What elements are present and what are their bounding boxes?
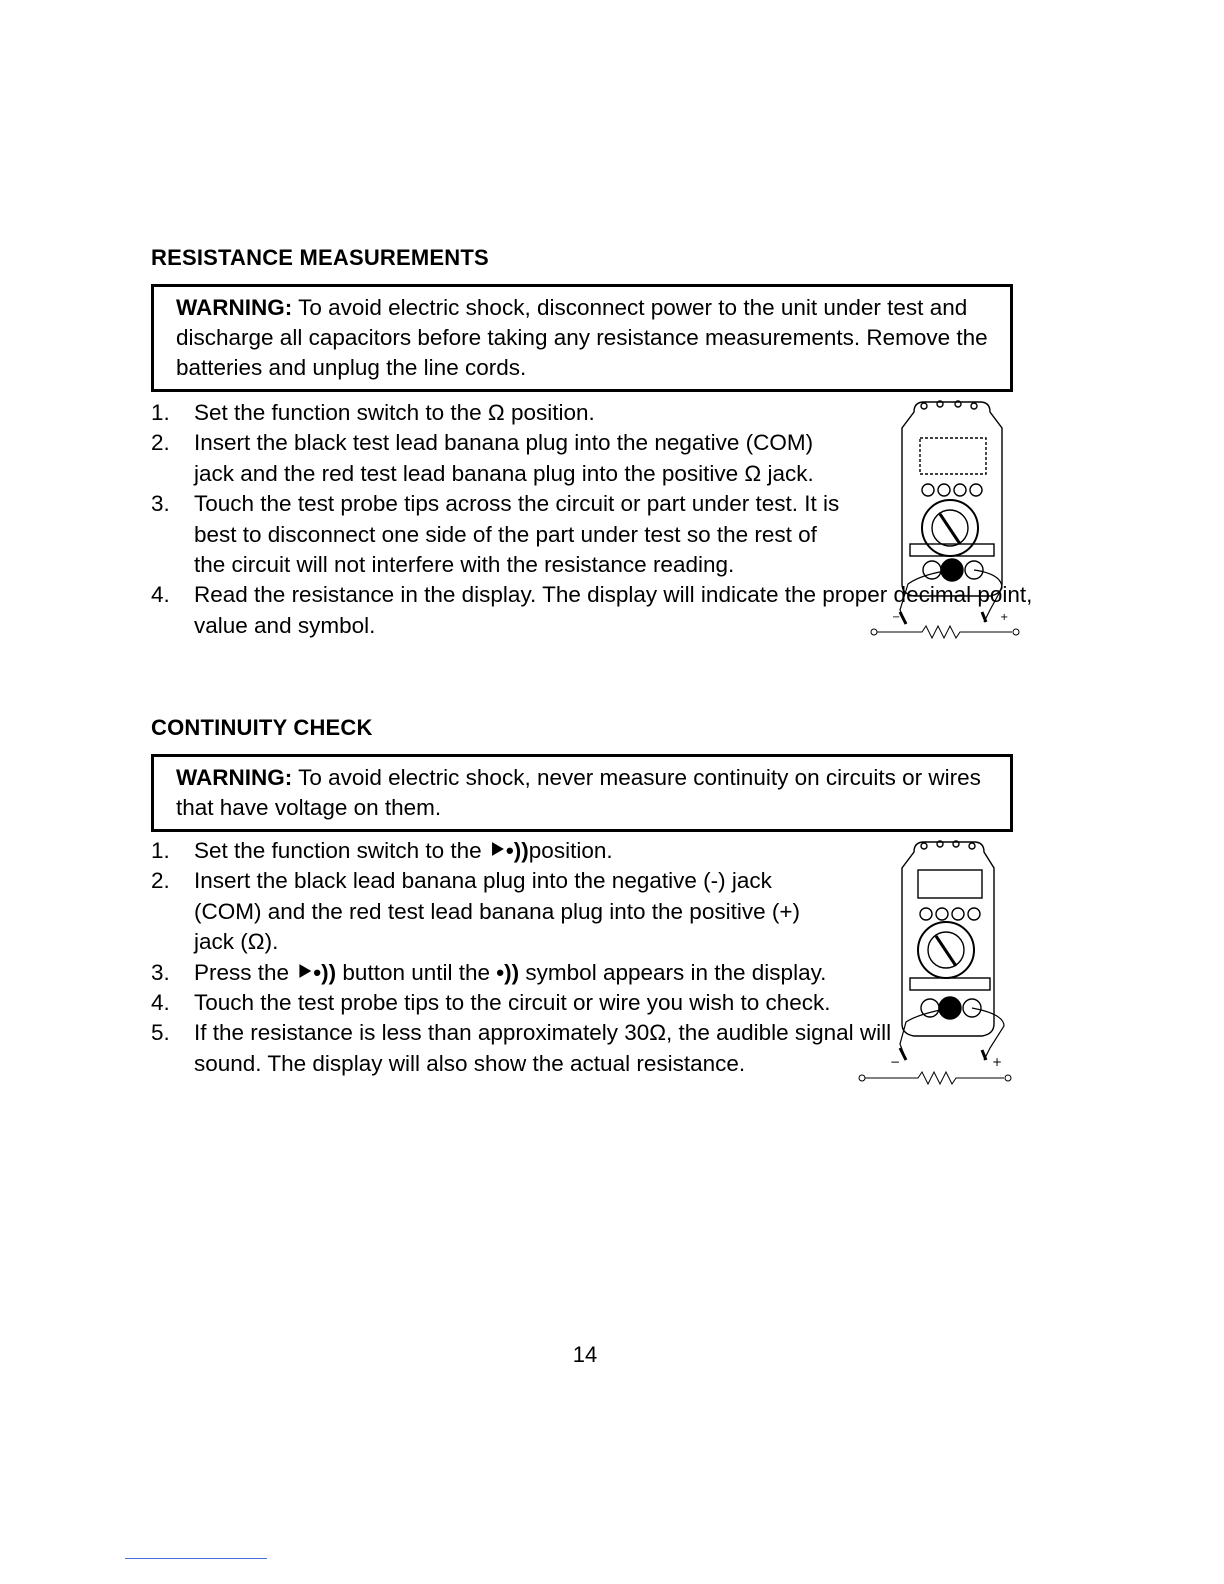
diode-continuity-icon: ⯈•)) (295, 959, 337, 985)
multimeter-icon (862, 398, 1022, 644)
list-item (151, 398, 834, 428)
step-number: 3. (151, 491, 170, 517)
warning-label: WARNING: (176, 295, 293, 320)
warning-text: To avoid electric shock, never measure continuity on circuits or wires that have voltage on them. (176, 765, 981, 820)
step-text: Touch the test probe tips across the circuit or part under test. It is best to disconnect one side of the part under test so the rest of the circuit will not interfere with the resistance reading. (194, 491, 840, 578)
svg-text:−: − (892, 612, 901, 623)
svg-text:+: + (1000, 612, 1009, 623)
step-text: position. (528, 838, 613, 863)
step-text: Touch the test probe tips to the circuit or wire you wish to check. (194, 990, 831, 1016)
page-number: 14 (572, 1342, 598, 1367)
step-text: symbol appears in the display. (519, 959, 827, 985)
section-heading-continuity: CONTINUITY CHECK (151, 715, 373, 740)
step-text: Press the (194, 959, 296, 985)
step-number: 1. (151, 838, 170, 863)
step-number: 2. (151, 868, 170, 894)
step-number: 2. (151, 430, 170, 456)
list-item (151, 836, 834, 866)
section-heading-resistance: RESISTANCE MEASUREMENTS (151, 245, 489, 270)
list-item (151, 866, 834, 957)
continuity-icon: •)) (496, 959, 520, 985)
resistor-icon (871, 612, 1019, 638)
step-text: Set the function switch to the (194, 838, 488, 863)
list-item (151, 428, 834, 489)
step-text: Read the resistance in the display. The display will indicate the proper decimal point, value and symbol. (194, 582, 1033, 638)
step-text: Insert the black lead banana plug into the negative (-) jack (COM) and the red test lead banana plug into the positive (+) jack (Ω). (194, 868, 800, 955)
step-number: 4. (151, 990, 170, 1016)
svg-text:+: + (992, 1055, 1003, 1069)
step-number: 5. (151, 1020, 170, 1046)
step-text: If the resistance is less than approximately 30Ω, the audible signal will sound. The display will also show the actual resistance. (194, 1020, 892, 1076)
step-text: Insert the black test lead banana plug into the negative (COM) jack and the red test lead banana plug into the positive Ω jack. (194, 430, 814, 486)
list-item (151, 1018, 914, 1079)
warning-text: To avoid electric shock, disconnect power to the unit under test and discharge all capacitors before taking any resistance measurements. Remove the batteries and unplug the line cords. (176, 295, 988, 380)
step-number: 4. (151, 582, 170, 608)
list-item (151, 988, 834, 1018)
warning-box-resistance (151, 284, 1013, 392)
step-number: 3. (151, 959, 170, 985)
diode-continuity-icon: ⯈•)) (487, 838, 529, 863)
multimeter-icon (856, 838, 1016, 1088)
list-item (151, 958, 834, 988)
step-number: 1. (151, 400, 170, 425)
list-item (151, 489, 854, 580)
footer-rule (125, 1558, 267, 1559)
warning-label: WARNING: (176, 765, 293, 790)
warning-box-continuity (151, 754, 1013, 832)
resistor-icon (859, 1055, 1011, 1084)
step-text: button until the (336, 959, 497, 985)
svg-text:−: − (890, 1055, 901, 1069)
step-text: Set the function switch to the Ω position. (194, 400, 595, 425)
